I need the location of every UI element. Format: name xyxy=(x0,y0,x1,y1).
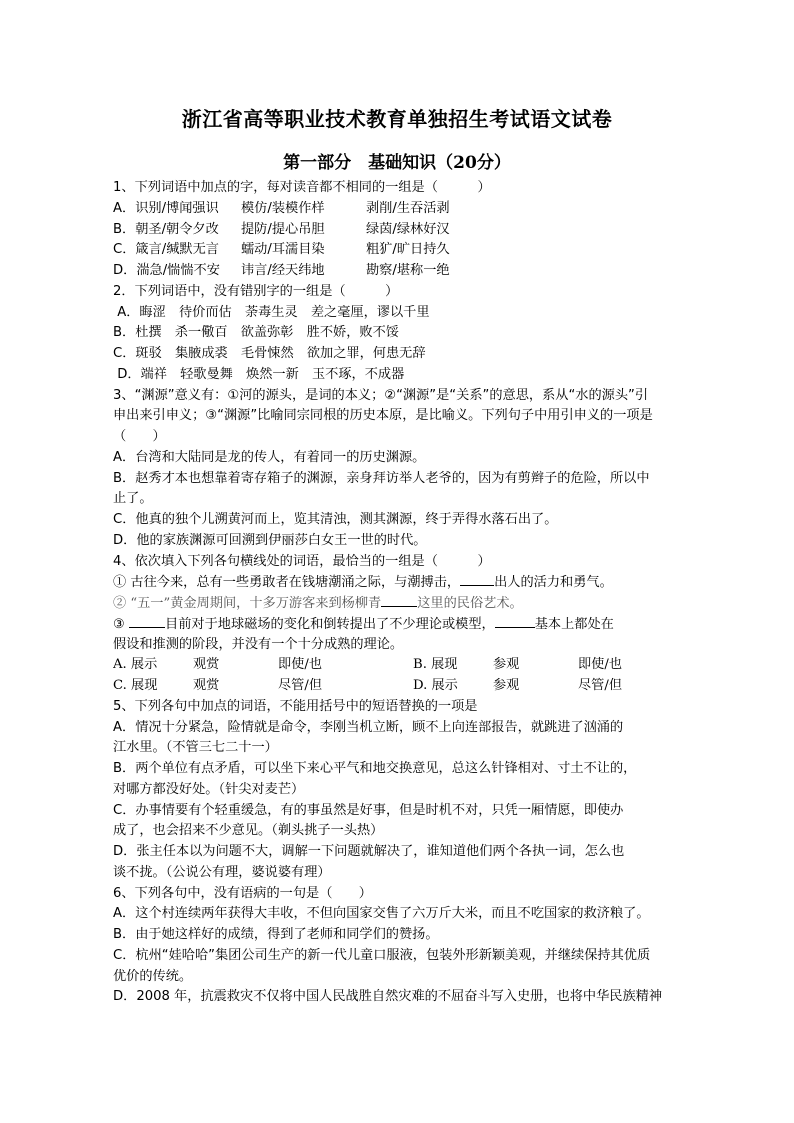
question-5-option-c: C．办事情要有个轻重缓急，有的事虽然是好事，但是时机不对，只凭一厢情愿，即使办 xyxy=(113,802,624,818)
question-6-option-d: D．2008 年，抗震救灾不仅将中国人民战胜自然灾难的不屈奋斗写入史册，也将中华民族精神 xyxy=(113,989,663,1005)
question-4-options-cd: C. 展现 观赏 尽管/但 D. 展示 参观 尽管/但 xyxy=(113,678,623,693)
fill-blank[interactable] xyxy=(381,593,417,607)
question-5-option-d-cont: 谈不拢。（公说公有理，婆说婆有理） xyxy=(113,864,331,880)
question-2-option-d: D．端祥 轻歌曼舞 焕然一新 玉不琢，不成器 xyxy=(113,366,405,382)
question-5-stem: 5、下列各句中加点的词语，不能用括号中的短语替换的一项是 xyxy=(113,698,478,714)
question-4-sentence-3: ③ 目前对于地球磁场的变化和倒转提出了不少理论或模型， 基本上都处在 xyxy=(113,614,683,635)
question-6-option-a: A．这个村连续两年获得大丰收，不但向国家交售了六万斤大米，而且不吃国家的救济粮了。 xyxy=(113,906,650,922)
question-2-option-c: C．斑驳 集腋成裘 毛骨悚然 欲加之罪，何患无辞 xyxy=(113,346,426,361)
question-5-option-b-cont: 对哪方都没好处。（针尖对麦芒） xyxy=(113,781,305,797)
fill-blank[interactable] xyxy=(460,572,494,586)
question-3-answer-paren: （ ） xyxy=(113,429,166,444)
question-6-option-b: B．由于她这样好的成绩，得到了老师和同学们的赞扬。 xyxy=(113,927,439,942)
question-body xyxy=(113,178,683,1008)
question-3-option-d: D．他的家族渊源可回溯到伊丽莎白女王一世的时代。 xyxy=(113,532,427,548)
fill-blank[interactable] xyxy=(495,614,535,628)
question-3-stem-line: 3、“渊源”意义有：①河的源头，是词的本义；②“渊源”是“关系”的意思，系从“水的源头”引 xyxy=(113,387,649,403)
question-6-option-c: C．杭州“娃哈哈”集团公司生产的新一代儿童口服液，包装外形新颖美观，并继续保持其优质 xyxy=(113,947,651,963)
question-1-option-a: A．识别/博闻强识 模仿/装模作样 剥削/生吞活剥 xyxy=(113,200,450,216)
question-3-option-a: A．台湾和大陆同是龙的传人，有着同一的历史渊源。 xyxy=(113,449,426,465)
question-5-option-a-cont: 江水里。（不管三七二十一） xyxy=(113,740,278,756)
question-3-option-c: C．他真的独个儿溯黄河而上，览其清浊，测其渊源，终于弄得水落石出了。 xyxy=(113,512,558,527)
question-6-option-c-cont: 优价的传统。 xyxy=(113,968,193,984)
question-4-options-ab: A. 展示 观赏 即使/也 B. 展现 参观 即使/也 xyxy=(113,657,623,673)
question-6-stem: 6、下列各句中，没有语病的一句是（ ） xyxy=(113,885,372,901)
question-2-option-b: B．杜撰 杀一儆百 欲盖弥彰 胜不娇，败不馁 xyxy=(113,325,399,341)
question-3-stem-line: 申出来引申义；③“渊源”比喻同宗同根的历史本原，是比喻义。下列句子中用引申义的一项是 xyxy=(113,408,653,424)
question-3-option-b-cont: 止了。 xyxy=(113,491,153,507)
question-5-option-c-cont: 成了，也会招来不少意见。（剃头挑子一头热） xyxy=(113,823,384,839)
question-1-option-b: B．朝圣/朝令夕改 提防/提心吊胆 绿茵/绿林好汉 xyxy=(113,221,450,237)
question-5-option-b: B．两个单位有点矛盾，可以坐下来心平气和地交换意见，总这么针锋相对、寸土不让的， xyxy=(113,761,637,776)
question-4-sentence-1: ① 古往今来，总有一些勇敢者在钱塘潮涌之际，与潮搏击， 出人的活力和勇气。 xyxy=(113,572,683,593)
page-title: 浙江省高等职业技术教育单独招生考试语文试卷 xyxy=(181,107,613,131)
question-4-sentence-3-cont: 假设和推测的阶段，并没有一个十分成熟的理论。 xyxy=(113,636,404,652)
question-1-stem: 1、下列词语中加点的字，每对读音都不相同的一组是（ ） xyxy=(113,180,491,195)
question-1-option-c: C．箴言/缄默无言 蠕动/耳濡目染 粗犷/旷日持久 xyxy=(113,242,450,258)
question-1-option-d: D．湍急/惴惴不安 讳言/经天纬地 勘察/堪称一绝 xyxy=(113,263,450,278)
question-2-option-a: A．晦涩 待价而估 荼毒生灵 差之毫厘，谬以千里 xyxy=(113,304,430,320)
question-5-option-a: A．情况十分紧急，险情就是命令，李刚当机立断，顾不上向连部报告，就跳进了汹涌的 xyxy=(113,719,624,735)
question-3-option-b: B．赵秀才本也想靠着寄存箱子的渊源，亲身拜访举人老爷的，因为有剪辫子的危险，所以中 xyxy=(113,470,650,486)
question-2-stem: 2．下列词语中，没有错别字的一组是（ ） xyxy=(113,283,399,299)
question-4-sentence-2: ② “五一”黄金周期间，十多万游客来到杨柳青 这里的民俗艺术。 xyxy=(113,593,683,614)
fill-blank[interactable] xyxy=(129,614,165,628)
section-heading: 第一部分 基础知识（20分） xyxy=(283,153,511,173)
question-4-stem: 4、依次填入下列各句横线处的词语，最恰当的一组是（ ） xyxy=(113,553,491,569)
question-5-option-d: D．张主任本以为问题不大，调解一下问题就解决了，谁知道他们两个各执一词，怎么也 xyxy=(113,844,625,859)
